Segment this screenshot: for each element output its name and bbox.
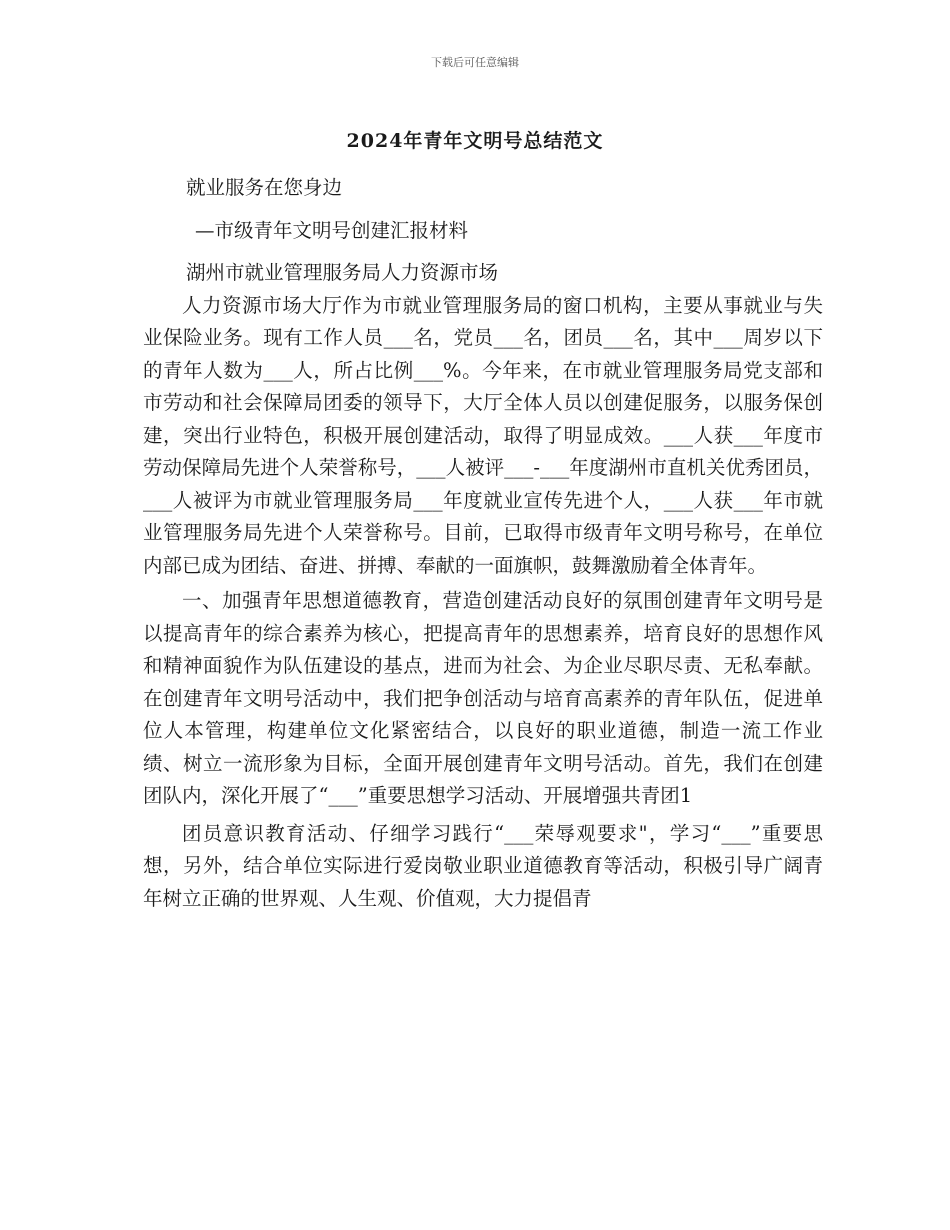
- section-heading: 就业服务在您身边: [186, 176, 343, 199]
- organization-name: 湖州市就业管理服务局人力资源市场: [186, 261, 499, 284]
- paragraph: 一、加强青年思想道德教育，营造创建活动良好的氛围创建青年文明号是以提高青年的综合素养为核心，把提高青年的思想素养，培育良好的思想作风和精神面貌作为队伍建设的基点，进而为社会、为企业尽职尽责、无私奉献。在创建青年文明号活动中，我们把争创活动与培育高素养的青年队伍，促进单位人本管理，构建单位文化紧密结合，以良好的职业道德，制造一流工作业绩、树立一流形象为目标，全面开展创建青年文明号活动。首先，我们在创建团队内，深化开展了“___”重要思想学习活动、开展增强共青团1: [143, 589, 823, 807]
- page-header-note: 下载后可任意编辑: [431, 56, 519, 69]
- document-subtitle: —市级青年文明号创建汇报材料: [195, 218, 469, 242]
- paragraph: 人力资源市场大厅作为市就业管理服务局的窗口机构，主要从事就业与失业保险业务。现有工作人员___名，党员___名，团员___名，其中___周岁以下的青年人数为___人，所占比例___%。今年来，在市就业管理服务局党支部和市劳动和社会保障局团委的领导下，大厅全体人员以创建促服务，以服务保创建，突出行业特色，积极开展创建活动，取得了明显成效。___人获___年度市劳动保障局先进个人荣誉称号，___人被评___-___年度湖州市直机关优秀团员，___人被评为市就业管理服务局___年度就业宣传先进个人，___人获___年市就业管理服务局先进个人荣誉称号。目前，已取得市级青年文明号称号，在单位内部已成为团结、奋进、拼搏、奉献的一面旗帜，鼓舞激励着全体青年。: [143, 293, 823, 577]
- document-title: 2024年青年文明号总结范文: [346, 130, 604, 152]
- paragraph: 团员意识教育活动、仔细学习践行“___荣辱观要求"，学习“___”重要思想，另外，结合单位实际进行爱岗敬业职业道德教育等活动，积极引导广阔青年树立正确的世界观、人生观、价值观，大力提倡青: [143, 821, 823, 910]
- document-body: [143, 172, 823, 915]
